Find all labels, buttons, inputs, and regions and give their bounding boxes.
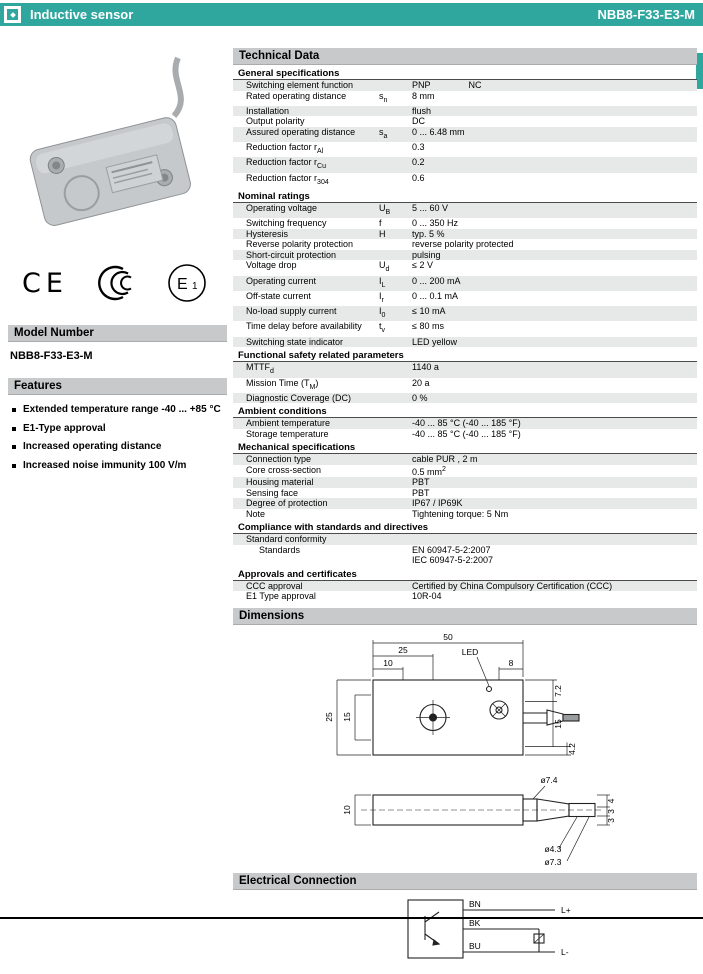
feature-item: E1-Type approval — [10, 423, 227, 436]
terminal-label-lplus: L+ — [561, 904, 571, 915]
spec-value: flush — [412, 105, 432, 116]
spec-label: Off-state current — [246, 290, 311, 301]
spec-value: 0 ... 350 Hz — [412, 218, 459, 229]
spec-row — [233, 229, 697, 240]
dimensions-heading: Dimensions — [233, 608, 697, 625]
terminal-label-lminus: L- — [561, 946, 569, 957]
spec-row — [233, 173, 697, 188]
spec-symbol: $s_n$ — [379, 90, 388, 104]
spec-label: Short-circuit protection — [246, 249, 337, 260]
spec-symbol: $I_L$ — [379, 275, 386, 289]
sensor-symbol — [408, 900, 463, 958]
spec-row — [233, 534, 697, 545]
spec-row — [233, 127, 697, 142]
spec-value: PBT — [412, 477, 430, 488]
spec-value: 0 ... 6.48 mm — [412, 126, 465, 137]
spec-label: Installation — [246, 105, 290, 116]
spec-label: Voltage drop — [246, 260, 297, 271]
model-number-heading: Model Number — [8, 325, 227, 342]
spec-row — [233, 488, 697, 499]
wire-label-bk: BK — [469, 917, 481, 928]
spec-row — [233, 218, 697, 229]
section-title: Functional safety related parameters — [233, 349, 697, 362]
spec-symbol: $U_d$ — [379, 260, 390, 274]
spec-value: -40 ... 85 °C (-40 ... 185 °F) — [412, 418, 521, 429]
spec-row — [233, 276, 697, 291]
spec-row — [233, 91, 697, 106]
spec-value: PNP NC — [412, 80, 482, 90]
spec-label: Mission Time $(T_M)$ — [246, 377, 319, 391]
spec-row — [233, 337, 697, 348]
spec-label: Operating voltage — [246, 202, 318, 213]
spec-row — [233, 142, 697, 157]
dimension-label: 4.2 — [567, 742, 577, 755]
spec-row — [233, 106, 697, 117]
spec-row — [233, 291, 697, 306]
electrical-connection-heading: Electrical Connection — [233, 873, 697, 890]
spec-value: IP67 / IP69K — [412, 498, 463, 509]
dimension-label: 15 — [342, 712, 352, 722]
sensor-body — [28, 116, 192, 228]
spec-row — [233, 454, 697, 465]
spec-label: CCC approval — [246, 580, 303, 591]
spec-row — [233, 378, 697, 393]
dimension-label: 3 — [606, 817, 616, 823]
spec-value: PBT — [412, 487, 430, 498]
spec-label: $MTTF_d$ — [246, 362, 274, 376]
certification-marks — [8, 257, 227, 309]
spec-label: E1 Type approval — [246, 591, 316, 602]
spec-row — [233, 581, 697, 592]
header-bar — [0, 3, 703, 26]
feature-item: Extended temperature range -40 ... +85 °C — [10, 404, 227, 417]
spec-value: typ. 5 % — [412, 228, 445, 239]
spec-label: Reduction factor $r_{Cu}$ — [246, 157, 326, 171]
spec-value: Tightening torque: 5 Nm — [412, 508, 509, 519]
spec-value: pulsing — [412, 249, 441, 260]
product-photo — [8, 54, 227, 249]
spec-value: 8 mm — [412, 90, 435, 101]
spec-symbol: H — [379, 228, 386, 239]
spec-label: Operating current — [246, 275, 317, 286]
spec-label: Assured operating distance — [246, 126, 356, 137]
spec-value: 0.2 — [412, 157, 425, 168]
features-heading: Features — [8, 378, 227, 395]
spec-label: Switching frequency — [246, 218, 327, 229]
right-column — [233, 48, 697, 974]
section-title: General specifications — [233, 67, 697, 80]
spec-row — [233, 393, 697, 404]
spec-value: 0.6 — [412, 172, 425, 183]
dimension-label: 7.2 — [553, 684, 563, 697]
spec-value: reverse polarity protected — [412, 239, 514, 250]
spec-value: 0.5 $mm^2$ — [412, 465, 446, 477]
pepperl-fuchs-logo-icon — [4, 6, 21, 23]
spec-value: 20 a — [412, 377, 430, 388]
technical-data-heading: Technical Data — [233, 48, 697, 65]
dimension-label: LED — [461, 646, 479, 657]
sensor-cable — [174, 58, 181, 116]
wire-label-bn: BN — [469, 898, 481, 909]
ccc-mark-icon — [90, 260, 144, 306]
spec-symbol: $U_B$ — [379, 202, 391, 216]
spec-symbol: f — [379, 218, 382, 229]
spec-label: Standard conformity — [246, 534, 327, 545]
spec-label: Reverse polarity protection — [246, 239, 354, 250]
spec-label: Ambient temperature — [246, 418, 331, 429]
spec-row — [233, 239, 697, 250]
spec-row — [233, 418, 697, 429]
wire-labels — [469, 899, 571, 957]
spec-value: 0 ... 0.1 mA — [412, 290, 459, 301]
spec-symbol: $s_a$ — [379, 126, 388, 140]
dimension-label: 25 — [398, 644, 408, 655]
ce-mark-icon: CE — [22, 267, 68, 299]
technical-data-table — [233, 67, 697, 602]
dimension-label: 25 — [324, 712, 334, 722]
spec-label: Storage temperature — [246, 428, 329, 439]
spec-value: ≤ 80 ms — [412, 321, 444, 332]
spec-value: -40 ... 85 °C (-40 ... 185 °F) — [412, 428, 521, 439]
dimension-label: ø7.4 — [540, 774, 558, 785]
spec-label: Time delay before availability — [246, 321, 362, 332]
top-view-outline — [373, 680, 579, 755]
spec-label: Reduction factor $r_{Al}$ — [246, 142, 324, 155]
spec-row — [233, 250, 697, 261]
section-title: Nominal ratings — [233, 190, 697, 203]
feature-item: Increased noise immunity 100 V/m — [10, 460, 227, 473]
spec-value: 0.3 — [412, 142, 425, 153]
electrical-connection-diagram — [233, 890, 697, 974]
spec-label: Connection type — [246, 454, 312, 465]
model-number-value: NBB8-F33-E3-M — [10, 350, 93, 362]
spec-label: Housing material — [246, 477, 314, 488]
spec-value: ≤ 2 V — [412, 260, 433, 271]
footer-rule — [0, 917, 703, 919]
spec-row — [233, 260, 697, 275]
spec-row — [233, 80, 697, 91]
left-column — [8, 40, 227, 478]
spec-row — [233, 465, 697, 478]
spec-symbol: $I_0$ — [379, 306, 386, 319]
spec-row — [233, 116, 697, 127]
dimension-label: 15 — [553, 719, 563, 729]
spec-value: ≤ 10 mA — [412, 306, 446, 317]
spec-label: Degree of protection — [246, 498, 328, 509]
spec-row — [233, 306, 697, 321]
spec-row — [233, 157, 697, 172]
spec-label: Reduction factor $r_{304}$ — [246, 172, 329, 186]
spec-label: Switching state indicator — [246, 336, 344, 347]
spec-value: cable PUR , 2 m — [412, 454, 478, 465]
side-view-dimension-lines — [355, 786, 610, 861]
dimension-label: ø4.3 — [544, 843, 562, 854]
spec-value: 10R-04 — [412, 591, 442, 602]
spec-value: 1140 a — [412, 362, 439, 373]
e1-letter: E — [176, 276, 188, 293]
spec-row — [233, 429, 697, 440]
spec-row — [233, 321, 697, 336]
e1-number: 1 — [191, 281, 198, 292]
product-category-title: Inductive sensor — [30, 7, 134, 22]
dimension-label: 10 — [383, 657, 393, 668]
spec-label: Hysteresis — [246, 228, 289, 239]
dimension-labels — [324, 632, 616, 867]
features-list — [10, 404, 227, 472]
spec-symbol: $t_v$ — [379, 321, 386, 335]
spec-row — [233, 591, 697, 602]
dimension-label: 10 — [342, 805, 352, 815]
section-title: Approvals and certificates — [233, 568, 697, 581]
dimension-label: 8 — [508, 657, 514, 668]
header-model-number: NBB8-F33-E3-M — [597, 7, 695, 22]
dimension-label: 4 — [606, 798, 616, 804]
spec-row — [233, 477, 697, 488]
spec-value: LED yellow — [412, 336, 458, 347]
spec-label: Standards — [259, 544, 301, 555]
spec-value: Certified by China Compulsory Certification (CCC) — [412, 580, 613, 591]
dimension-label: 50 — [443, 631, 453, 642]
section-title: Ambient conditions — [233, 405, 697, 418]
section-title: Mechanical specifications — [233, 441, 697, 454]
dimension-label: ø7.3 — [544, 856, 562, 867]
spec-value: EN 60947-5-2:2007 IEC 60947-5-2:2007 — [412, 544, 494, 566]
spec-value: 5 ... 60 V — [412, 202, 449, 213]
spec-label: Rated operating distance — [246, 90, 347, 101]
spec-label: Core cross-section — [246, 464, 322, 475]
spec-label: Switching element function — [246, 80, 354, 90]
top-view-dimension-lines — [337, 640, 571, 755]
spec-label: Diagnostic Coverage (DC) — [246, 392, 352, 403]
side-view-outline — [361, 795, 601, 825]
spec-value: DC — [412, 116, 425, 127]
spec-row — [233, 362, 697, 377]
spec-symbol: $I_r$ — [379, 290, 384, 304]
feature-item: Increased operating distance — [10, 441, 227, 454]
spec-label: Output polarity — [246, 116, 305, 127]
wire-label-bu: BU — [469, 940, 481, 951]
e1-mark-icon — [166, 262, 208, 304]
spec-row — [233, 509, 697, 520]
spec-label: Note — [246, 508, 266, 519]
dimension-label: 3 — [606, 808, 616, 814]
spec-row — [233, 498, 697, 509]
spec-value: 0 ... 200 mA — [412, 275, 461, 286]
dimensions-drawing — [233, 625, 697, 867]
spec-label: Sensing face — [246, 487, 299, 498]
spec-label: No-load supply current — [246, 306, 337, 317]
spec-row — [233, 545, 697, 566]
section-title: Compliance with standards and directives — [233, 521, 697, 534]
page-edge-accent — [696, 53, 703, 89]
spec-row — [233, 203, 697, 218]
spec-value: 0 % — [412, 392, 428, 403]
